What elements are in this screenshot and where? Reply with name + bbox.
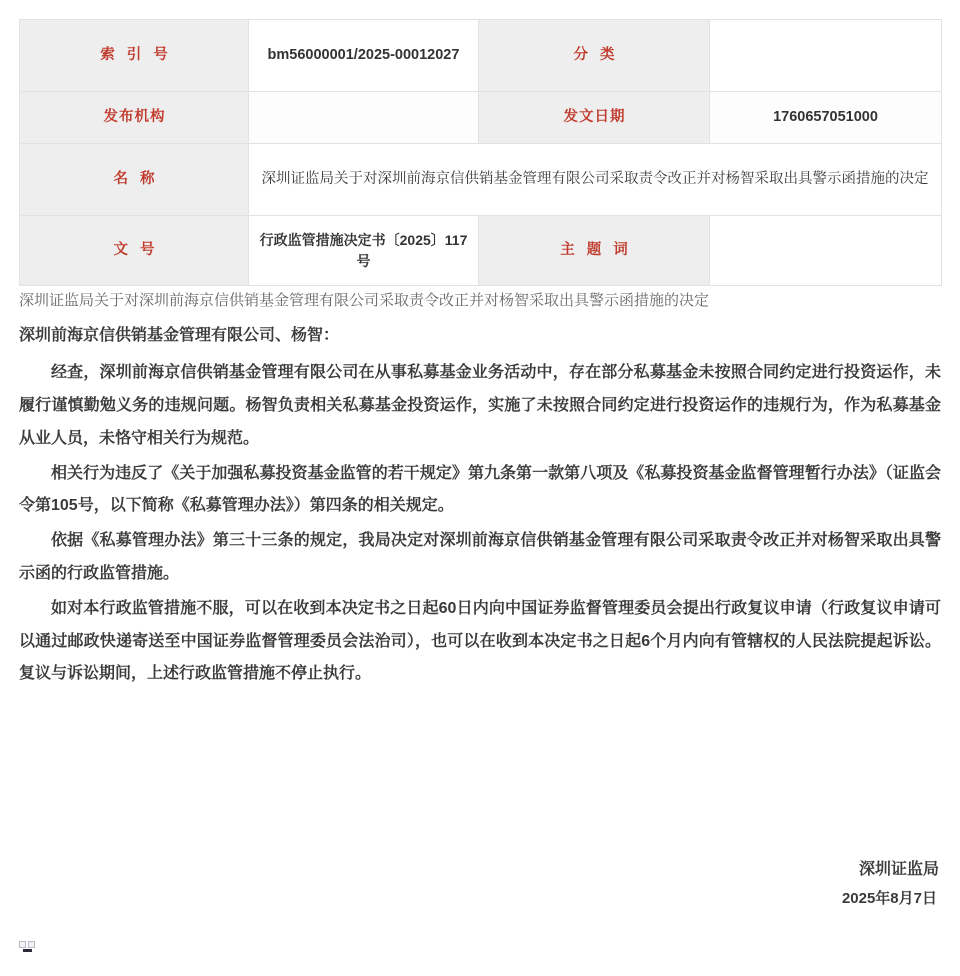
label-document-number: 文 号 <box>20 216 249 286</box>
table-row <box>20 20 942 92</box>
document-addressee: 深圳前海京信供销基金管理有限公司、杨智： <box>19 327 340 344</box>
label-index-number: 索 引 号 <box>20 20 249 92</box>
signature-organization: 深圳证监局 <box>858 861 939 878</box>
signature-block <box>441 855 941 914</box>
label-publish-date: 发文日期 <box>479 92 710 144</box>
table-row <box>20 216 942 286</box>
table-row <box>20 144 942 216</box>
broken-image-icon-left-square <box>19 941 26 948</box>
document-metadata-table <box>19 19 942 286</box>
document-title: 深圳证监局关于对深圳前海京信供销基金管理有限公司采取责令改正并对杨智采取出具警示函措施的决定 <box>19 292 710 309</box>
label-document-name: 名 称 <box>20 144 249 216</box>
label-category: 分 类 <box>479 20 710 92</box>
value-issuing-agency <box>249 92 479 144</box>
broken-image-icon-right-square <box>28 941 35 948</box>
label-subject-terms: 主 题 词 <box>479 216 710 286</box>
value-publish-date: 1760657051000 <box>710 92 942 144</box>
document-paragraph-3: 依据《私募管理办法》第三十三条的规定，我局决定对深圳前海京信供销基金管理有限公司采取责令改正并对杨智采取出具警示函的行政监管措施。 <box>19 532 941 582</box>
value-category <box>710 20 942 92</box>
document-paragraph-4: 如对本行政监管措施不服，可以在收到本决定书之日起60日内向中国证券监督管理委员会提出行政复议申请（行政复议申请可以通过邮政快递寄送至中国证券监督管理委员会法治司），也可以在收到本决定书之日起6个月内向有管辖权的人民法院提起诉讼。复议与诉讼期间，上述行政监管措施不停止执行。 <box>19 599 941 683</box>
value-index-number: bm56000001/2025-00012027 <box>249 20 479 92</box>
broken-image-icon-bar <box>23 949 32 952</box>
broken-image-icon <box>19 941 37 953</box>
value-document-number: 行政监管措施决定书〔2025〕117号 <box>249 216 479 286</box>
label-issuing-agency: 发布机构 <box>20 92 249 144</box>
document-paragraph-2: 相关行为违反了《关于加强私募投资基金监管的若干规定》第九条第一款第八项及《私募投资基金监督管理暂行办法》（证监会令第105号，以下简称《私募管理办法》）第四条的相关规定。 <box>19 464 941 515</box>
document-paragraph-1: 经查，深圳前海京信供销基金管理有限公司在从事私募基金业务活动中，存在部分私募基金未按照合同约定进行投资运作，未履行谨慎勤勉义务的违规问题。杨智负责相关私募基金投资运作，实施了未按照合同约定进行投资运作的违规行为，作为私募基金从业人员，未恪守相关行为规范。 <box>19 364 941 447</box>
value-document-name: 深圳证监局关于对深圳前海京信供销基金管理有限公司采取责令改正并对杨智采取出具警示函措施的决定 <box>249 144 942 216</box>
document-body <box>19 289 941 693</box>
table-row <box>20 92 942 144</box>
value-subject-terms <box>710 216 942 286</box>
signature-date: 2025年8月7日 <box>841 890 937 908</box>
